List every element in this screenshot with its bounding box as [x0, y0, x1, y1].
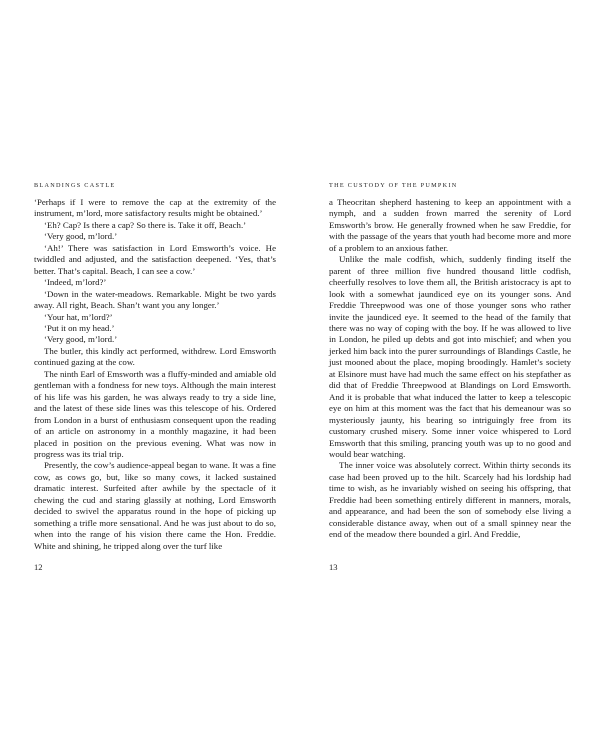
paragraph: ‘Perhaps if I were to remove the cap at the extremity of the instrument, m’lord, more satisfactory results might be obtained.’: [34, 197, 276, 219]
left-page: [34, 182, 276, 552]
right-page-body: [329, 197, 571, 541]
paragraph: The inner voice was absolutely correct. Within thirty seconds its case had been proved up to the hilt. Scarcely had his lordship had time to wish, as he invariably wished on seeing his offspring, that Freddie had been something entirely different in manners, morals, and appearance, and had been the son of somebody else living a considerable distance away, when out of a small spinney near the end of the meadow there bounded a girl. And Freddie,: [329, 460, 571, 540]
paragraph: ‘Indeed, m’lord?’: [44, 277, 107, 288]
paragraph: ‘Eh? Cap? Is there a cap? So there is. Take it off, Beach.’: [44, 219, 247, 230]
paragraph: ‘Your hat, m’lord?’: [44, 311, 113, 322]
paragraph: The ninth Earl of Emsworth was a fluffy-minded and amiable old gentleman with a fondness for new toys. Although the main interest of his life was his garden, he was always ready to try a side line, and the latest of these side lines was this telescope of his. Ordered from London in a burst of enthusiasm consequent upon the reading of an article on astronomy in a monthly magazine, it had been placed in position on the previous evening. What was now in progress was its trial trip.: [34, 368, 276, 459]
page-number-left: 12: [34, 562, 43, 572]
running-head-left: BLANDINGS CASTLE: [34, 182, 116, 189]
paragraph: a Theocritan shepherd hastening to keep an appointment with a nymph, and a sudden frown marred the serenity of Lord Emsworth’s brow. He generally frowned when he saw Freddie, for with the passage of the years that youth had become more and more of a problem to an anxious father.: [329, 197, 571, 253]
paragraph: ‘Very good, m’lord.’: [44, 334, 118, 345]
paragraph: ‘Down in the water-meadows. Remarkable. Might be two yards away. All right, Beach. Shan’t want you any longer.’: [34, 288, 276, 311]
paragraph: The butler, this kindly act performed, withdrew. Lord Emsworth continued gazing at the cow.: [34, 345, 276, 368]
paragraph: Presently, the cow’s audience-appeal began to wane. It was a fine cow, as cows go, but, like so many cows, it lacked sustained dramatic interest. Surfeited after awhile by the spectacle of it chewing the cud and staring glassily at nothing, Lord Emsworth decided to swivel the apparatus round in the hope of picking up something a trifle more sensational. And he was just about to do so, when into the range of his vision there came the Hon. Freddie. White and shining, he tripped along over the turf like: [34, 460, 276, 551]
right-page: [329, 182, 571, 541]
paragraph: ‘Put it on my head.’: [44, 322, 115, 333]
paragraph: ‘Very good, m’lord.’: [44, 231, 118, 242]
left-page-body: [34, 197, 276, 552]
running-head-right: THE CUSTODY OF THE PUMPKIN: [329, 182, 458, 189]
paragraph: ‘Ah!’ There was satisfaction in Lord Emsworth’s voice. He twiddled and adjusted, and the satisfaction deepened. ‘Yes, that’s better. That’s capital. Beach, I can see a cow.’: [34, 242, 276, 276]
paragraph: Unlike the male codfish, which, suddenly finding itself the parent of three million five hundred thousand little codfish, cheerfully resolves to love them all, the British aristocracy is apt to look with a somewhat jaundiced eye on its younger sons. And Freddie Threepwood was one of those younger sons who rather invite the jaundiced eye. It seemed to the head of the family that there was no way of coping with the boy. If he was allowed to live in London, he piled up debts and got into mischief; and when you jerked him back into the purer surroundings of Blandings Castle, he just mooned about the place, moping broodingly. Hamlet’s society at Elsinore must have had much the same effect on his stepfather as did that of Freddie Threepwood at Blandings on Lord Emsworth. And it is probable that what induced the latter to keep a telescopic eye on him at this moment was the fact that his demeanour was so mysteriously jaunty, his bearing so intriguingly free from its customary crushed misery. Some inner voice whispered to Lord Emsworth that this smiling, prancing youth was up to no good and would bear watching.: [329, 254, 571, 459]
page-number-right: 13: [329, 562, 338, 572]
